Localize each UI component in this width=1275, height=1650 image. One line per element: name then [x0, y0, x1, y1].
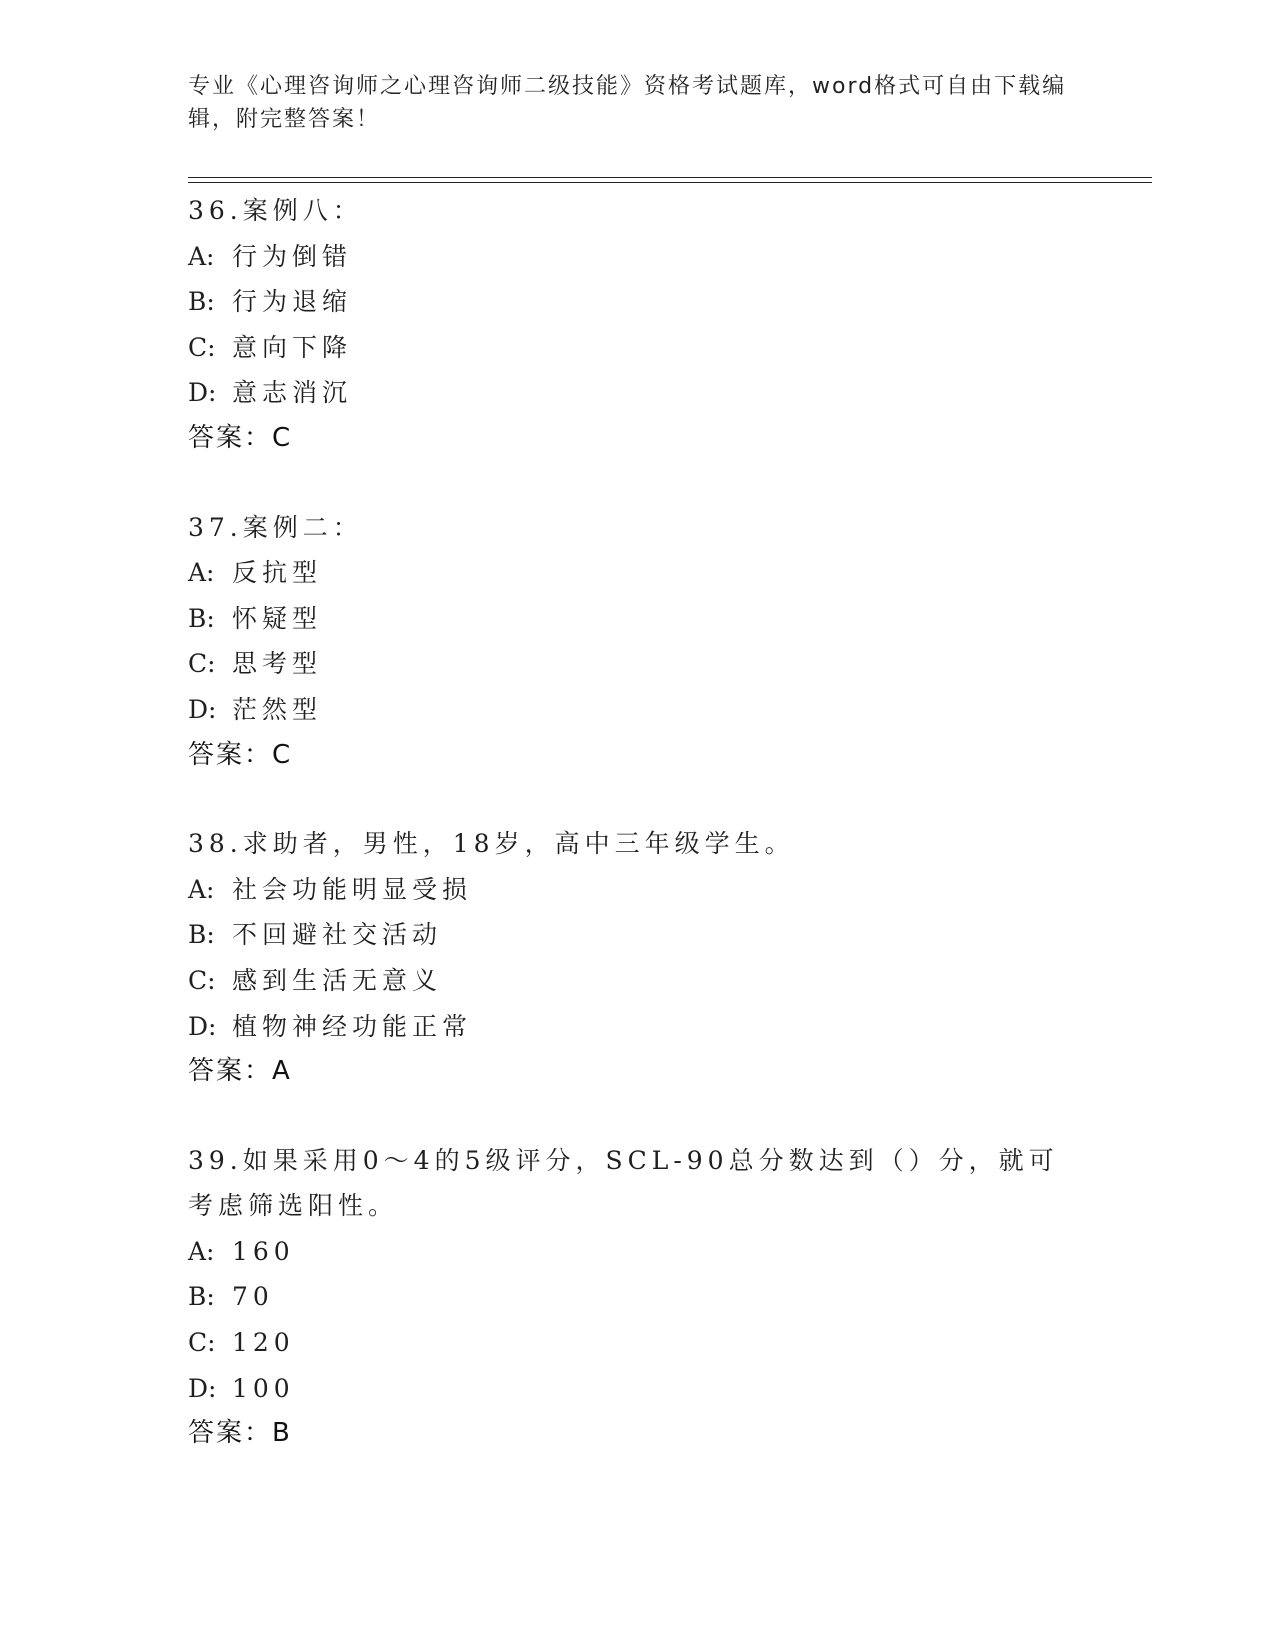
option-letter: C:	[188, 1328, 216, 1358]
option-b	[188, 1274, 1088, 1320]
option-letter: B:	[188, 287, 215, 317]
option-letter: C:	[188, 965, 216, 995]
option-letter: B:	[188, 1282, 215, 1312]
option-c	[188, 958, 1088, 1004]
option-c	[188, 641, 1088, 687]
option-text: 感到生活无意义	[232, 965, 443, 995]
question-36	[188, 188, 1088, 462]
option-d	[188, 687, 1088, 733]
option-letter: A:	[188, 874, 215, 904]
option-text: 植物神经功能正常	[232, 1011, 473, 1041]
question-list	[188, 188, 1088, 1500]
option-text: 120	[232, 1328, 295, 1358]
option-d	[188, 370, 1088, 416]
option-letter: A:	[188, 1236, 215, 1266]
option-text: 70	[232, 1282, 274, 1312]
answer-line: 答案：C	[188, 739, 293, 770]
question-38	[188, 821, 1088, 1095]
question-stem: 36.案例八：	[188, 196, 363, 225]
option-text: 100	[232, 1373, 295, 1403]
document-header: 专业《心理咨询师之心理咨询师二级技能》资格考试题库，word格式可自由下载编辑，附完整答案！	[188, 74, 1067, 132]
option-text: 思考型	[232, 649, 323, 679]
option-a	[188, 550, 1088, 596]
header-divider-bottom	[188, 182, 1152, 183]
option-letter: A:	[188, 241, 215, 271]
answer-line: 答案：A	[188, 1056, 292, 1087]
question-stem: 37.案例二：	[188, 512, 363, 542]
option-b	[188, 279, 1088, 325]
question-stem: 39.如果采用0～4的5级评分，SCL-90总分数达到（）分，就可考虑筛选阳性。	[188, 1145, 1059, 1221]
option-c	[188, 325, 1088, 371]
option-letter: C:	[188, 649, 216, 679]
option-letter: B:	[188, 603, 215, 633]
option-b	[188, 596, 1088, 642]
option-letter: B:	[188, 920, 215, 950]
question-stem: 38.求助者，男性，18岁，高中三年级学生。	[188, 829, 795, 859]
option-text: 反抗型	[232, 558, 323, 588]
option-c	[188, 1320, 1088, 1366]
option-text: 意向下降	[232, 332, 353, 362]
option-letter: D:	[188, 694, 217, 724]
option-letter: C:	[188, 332, 216, 362]
question-39	[188, 1138, 1088, 1457]
option-text: 行为退缩	[232, 287, 353, 317]
option-letter: D:	[188, 1373, 217, 1403]
option-b	[188, 912, 1088, 958]
option-a	[188, 1229, 1088, 1275]
option-text: 不回避社交活动	[232, 920, 443, 950]
option-letter: D:	[188, 378, 217, 408]
option-a	[188, 867, 1088, 913]
question-37	[188, 505, 1088, 779]
option-a	[188, 234, 1088, 280]
answer-line: 答案：C	[188, 422, 293, 453]
option-d	[188, 1366, 1088, 1412]
option-d	[188, 1004, 1088, 1050]
option-text: 行为倒错	[232, 241, 353, 271]
option-text: 意志消沉	[232, 378, 353, 408]
option-text: 茫然型	[232, 694, 323, 724]
answer-line: 答案：B	[188, 1418, 292, 1449]
header-divider-top	[188, 177, 1152, 178]
option-letter: D:	[188, 1011, 217, 1041]
option-text: 社会功能明显受损	[232, 874, 473, 904]
option-text: 怀疑型	[232, 603, 323, 633]
option-letter: A:	[188, 558, 215, 588]
option-text: 160	[232, 1236, 295, 1266]
